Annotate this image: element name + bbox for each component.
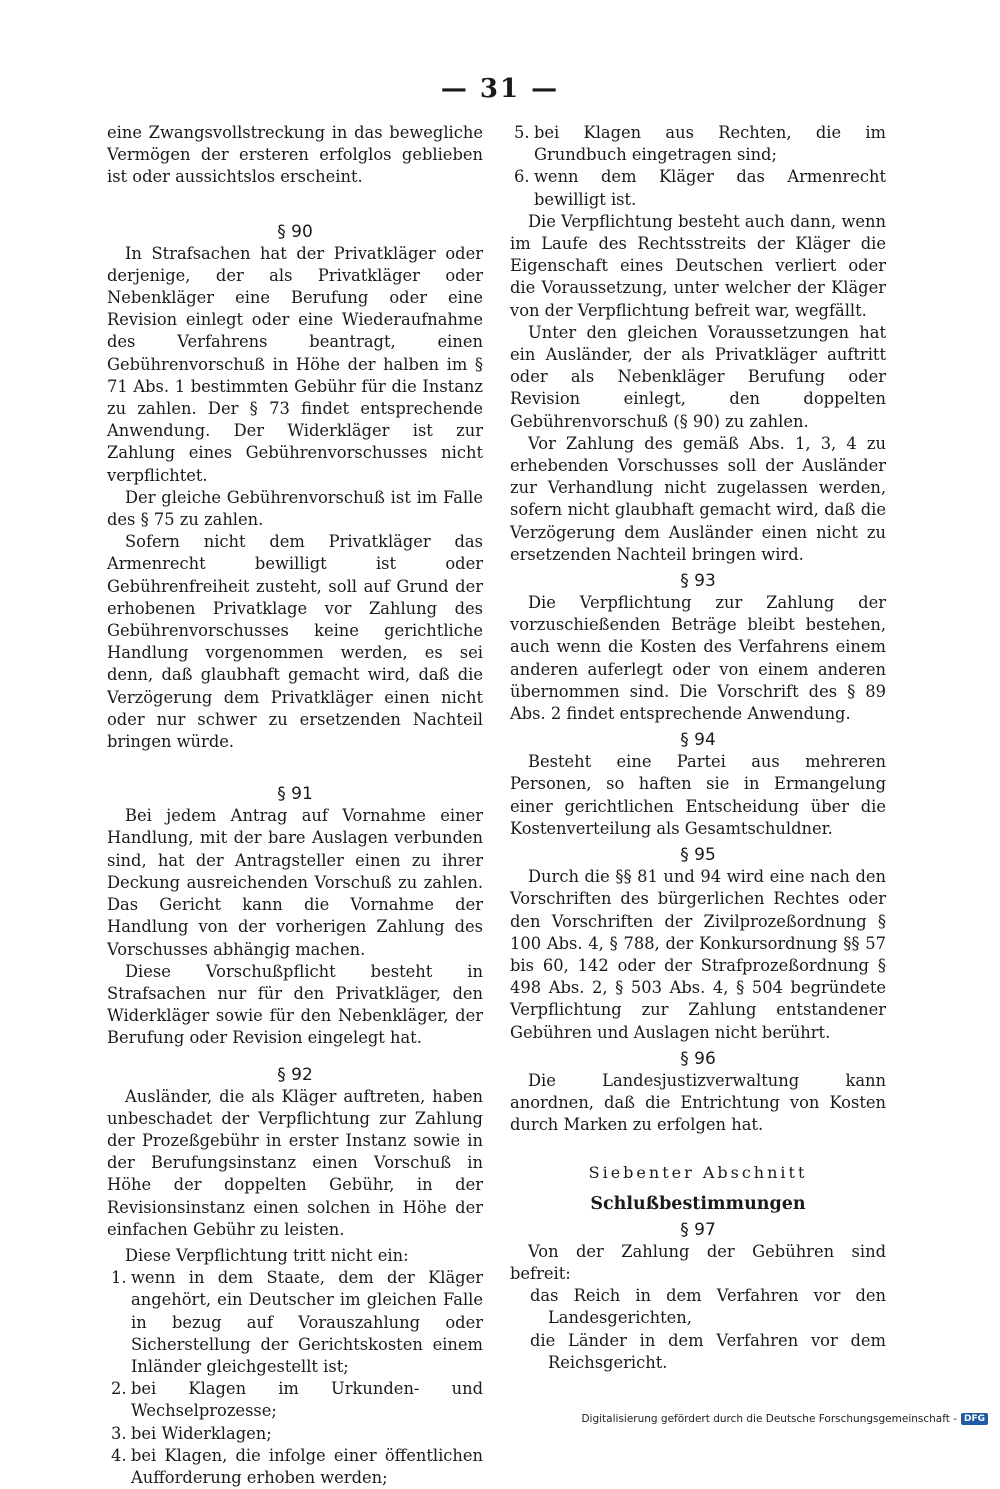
list-item: 6. wenn dem Kläger das Armenrecht bewilligt ist. [514, 167, 886, 209]
exemption-entry: die Länder in dem Verfahren vor dem Reichsgericht. [530, 1330, 886, 1372]
paragraph: In Strafsachen hat der Privatkläger oder derjenige, der als Privatkläger oder Nebenkläger eine Berufung oder eine Revision einlegt oder eine Wiederaufnahme des Verfahrens beantragt, einen Gebührenvorschuß in Höhe der halben im § 71 Abs. 1 bestimmten Gebühr für die Instanz zu zahlen. Der § 73 findet entsprechende Anwendung. Der Widerkläger ist zur Zahlung eines Gebührenvorschusses nicht verpflichtet. [107, 243, 483, 485]
list-item: 5. bei Klagen aus Rechten, die im Grundbuch eingetragen sind; [514, 123, 886, 165]
list-item: 1. wenn in dem Staate, dem der Kläger angehört, ein Deutscher im gleichen Falle in bezug auf Vorauszahlung oder Sicherstellung der Gerichtskosten einem Inländer gleichgestellt ist; [111, 1268, 483, 1376]
paragraph: Diese Verpflichtung tritt nicht ein: [125, 1245, 409, 1265]
paragraph: Von der Zahlung der Gebühren sind befreit: [510, 1241, 886, 1283]
section-heading-93: § 93 [680, 571, 716, 592]
list-item: 3. bei Widerklagen; [111, 1423, 272, 1443]
part-title: Siebenter Abschnitt [588, 1163, 808, 1183]
dfg-logo-icon: DFG [961, 1413, 988, 1425]
section-heading-97: § 97 [680, 1219, 716, 1240]
paragraph: Ausländer, die als Kläger auftreten, haben unbeschadet der Verpflichtung zur Zahlung der Prozeßgebühr in erster Instanz sowie in der Berufungsinstanz einen Vorschuß in Höhe der doppelten Gebühr, in der Revisionsinstanz einen solchen in Höhe der einfachen Gebühr zu leisten. [107, 1086, 483, 1239]
paragraph: Sofern nicht dem Privatkläger das Armenrecht bewilligt ist oder Gebührenfreiheit zusteht, soll auf Grund der erhobenen Privatklage vor Zahlung des Gebührenvorschusses keine gerichtliche Handlung vorgenommen werden, es sei denn, daß glaubhaft gemacht wird, daß die Verzögerung dem Privatkläger einen nicht oder nur schwer zu ersetzenden Nachteil bringen würde. [107, 532, 483, 752]
paragraph: Vor Zahlung des gemäß Abs. 1, 3, 4 zu erhebenden Vorschusses soll der Ausländer zur Verhandlung nicht zugelassen werden, sofern nicht glaubhaft gemacht wird, daß die Verzögerung dem Ausländer einen nicht zu ersetzenden Nachteil bringen wird. [510, 433, 886, 564]
paragraph: Die Landesjustizverwaltung kann anordnen, daß die Entrichtung von Kosten durch Marken zu erfolgen hat. [510, 1070, 886, 1135]
section-heading-91: § 91 [277, 784, 313, 805]
part-heading: Schlußbestimmungen [590, 1193, 806, 1214]
section-heading-96: § 96 [680, 1048, 716, 1069]
digitization-credit [581, 1413, 988, 1425]
paragraph: Besteht eine Partei aus mehreren Personen, so haften sie in Ermangelung einer gerichtlichen Entscheidung über die Kostenverteilung als Gesamtschuldner. [510, 752, 886, 838]
paragraph: Die Verpflichtung besteht auch dann, wenn im Laufe des Rechtsstreits der Kläger die Eigenschaft eines Deutschen verliert oder die Voraussetzung, unter welcher der Kläger von der Verpflichtung befreit war, wegfällt. [510, 211, 886, 320]
page-number: — 31 — [440, 74, 560, 104]
exemption-entry: das Reich in dem Verfahren vor den Landesgerichten, [530, 1286, 886, 1328]
section-heading-92: § 92 [277, 1064, 313, 1085]
paragraph: Der gleiche Gebührenvorschuß ist im Falle des § 75 zu zahlen. [107, 487, 483, 530]
section-heading-94: § 94 [680, 730, 716, 751]
left-column [107, 122, 483, 1489]
exemption-list-continued [510, 122, 886, 211]
list-item: 4. bei Klagen, die infolge einer öffentlichen Aufforderung erhoben werden; [111, 1445, 483, 1487]
list-item: 2. bei Klagen im Urkunden- und Wechselprozesse; [111, 1379, 483, 1421]
exemption-list [107, 1267, 483, 1489]
credit-text: Digitalisierung gefördert durch die Deutsche Forschungsgemeinschaft - [581, 1413, 957, 1425]
paragraph: Diese Vorschußpflicht besteht in Strafsachen nur für den Privatkläger, den Widerkläger sowie für den Nebenkläger, der Berufung oder Revision eingelegt hat. [107, 961, 483, 1048]
paragraph: Unter den gleichen Voraussetzungen hat ein Ausländer, der als Privatkläger auftritt oder als Nebenkläger Berufung oder Revision einlegt, den doppelten Gebührenvorschuß (§ 90) zu zahlen. [510, 322, 886, 431]
paragraph: Durch die §§ 81 und 94 wird eine nach den Vorschriften des bürgerlichen Rechtes oder den Vorschriften der Zivilprozeßordnung § 100 Abs. 4, § 788, der Konkursordnung §§ 57 bis 60, 142 oder der Strafprozeßordnung § 498 Abs. 2, § 503 Abs. 4, § 504 begründete Verpflichtung zur Zahlung entstandener Gebühren und Auslagen nicht berührt. [510, 867, 886, 1042]
right-column [510, 122, 886, 1374]
section-heading-95: § 95 [680, 845, 716, 866]
section-heading-90: § 90 [277, 221, 313, 242]
paragraph: Bei jedem Antrag auf Vornahme einer Handlung, mit der bare Auslagen verbunden sind, hat der Antragsteller einen zu ihrer Deckung ausreichenden Vorschuß zu zahlen. Das Gericht kann die Vornahme der Handlung von der vorherigen Zahlung des Vorschusses abhängig machen. [107, 806, 483, 959]
paragraph: Die Verpflichtung zur Zahlung der vorzuschießenden Beträge bleibt bestehen, auch wenn die Kosten des Verfahrens einem anderen auferlegt oder von einem anderen übernommen sind. Die Vorschrift des § 89 Abs. 2 findet entsprechende Anwendung. [510, 593, 886, 724]
paragraph: eine Zwangsvollstreckung in das bewegliche Vermögen der ersteren erfolglos geblieben ist oder aussichtslos erscheint. [107, 123, 483, 187]
